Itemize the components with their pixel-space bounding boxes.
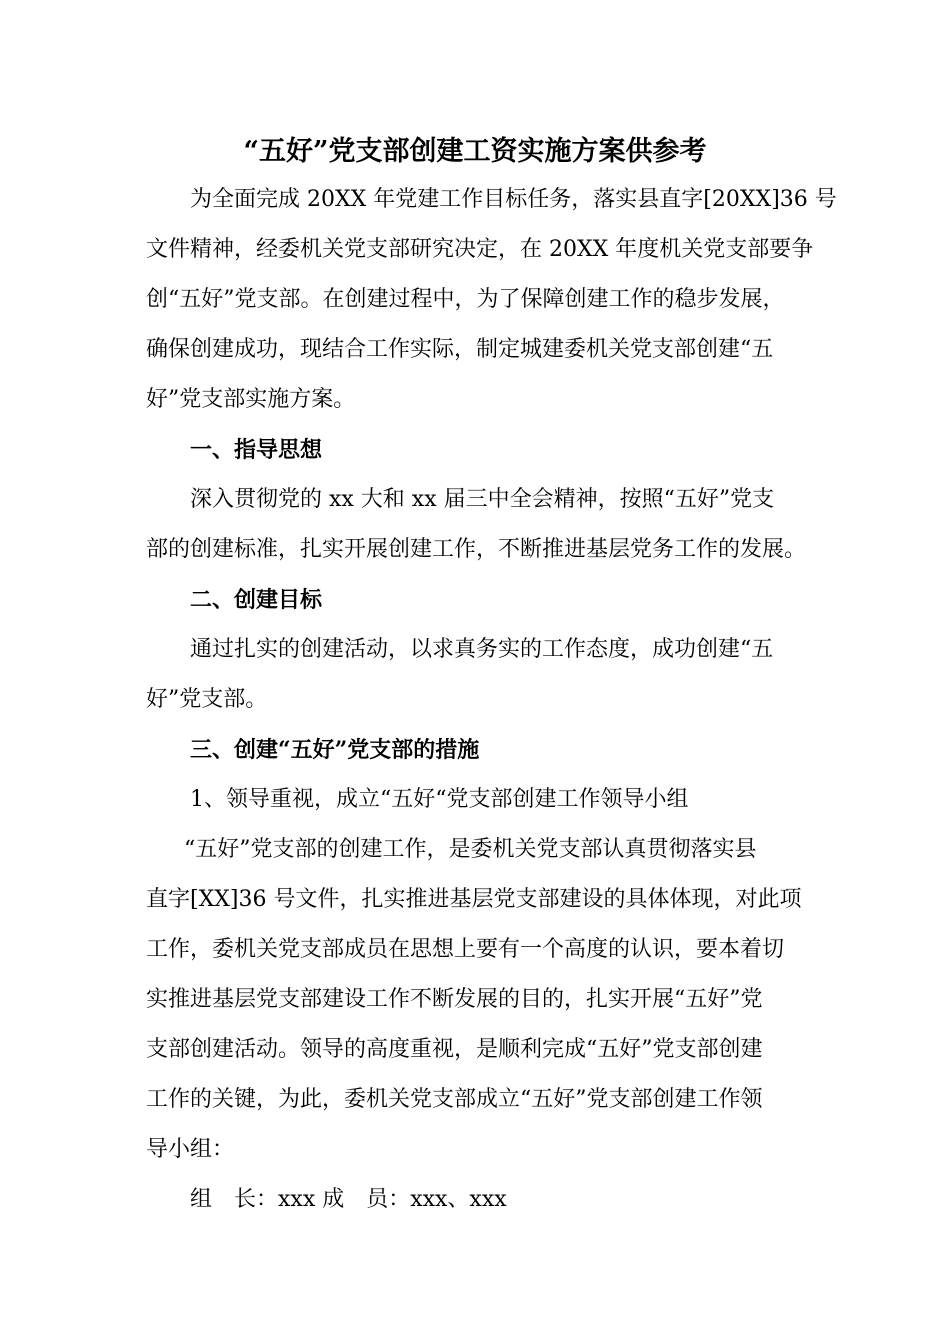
section-heading-measures: 三、创建“五好”党支部的措施 xyxy=(190,737,480,763)
section1-line-1: 深入贯彻党的 xx 大和 xx 届三中全会精神，按照“五好”党支 xyxy=(190,487,775,512)
section2-line-2: 好”党支部。 xyxy=(146,687,268,712)
leadership-group-members: 组 长：xxx 成 员：xxx、xxx xyxy=(190,1187,507,1212)
section3-line-7: 导小组： xyxy=(146,1137,235,1162)
intro-line-3: 创“五好”党支部。在创建过程中，为了保障创建工作的稳步发展， xyxy=(146,287,785,312)
section3-line-4: 实推进基层党支部建设工作不断发展的目的，扎实开展“五好”党 xyxy=(146,987,763,1012)
section1-line-2: 部的创建标准，扎实开展创建工作，不断推进基层党务工作的发展。 xyxy=(146,537,807,562)
intro-line-2: 文件精神，经委机关党支部研究决定，在 20XX 年度机关党支部要争 xyxy=(146,237,814,262)
section-heading-guiding-thought: 一、指导思想 xyxy=(190,437,323,463)
section3-line-5: 支部创建活动。领导的高度重视，是顺利完成“五好”党支部创建 xyxy=(146,1037,763,1062)
section3-line-6: 工作的关键，为此，委机关党支部成立“五好”党支部创建工作领 xyxy=(146,1087,763,1112)
intro-line-5: 好”党支部实施方案。 xyxy=(146,387,356,412)
measure-item-1: 1、领导重视，成立“五好“党支部创建工作领导小组 xyxy=(190,787,689,812)
document-title: “五好”党支部创建工资实施方案供参考 xyxy=(243,136,707,167)
section3-line-3: 工作，委机关党支部成员在思想上要有一个高度的认识，要本着切 xyxy=(146,937,785,962)
intro-line-4: 确保创建成功，现结合工作实际，制定城建委机关党支部创建“五 xyxy=(146,337,774,362)
intro-line-1: 为全面完成 20XX 年党建工作目标任务，落实县直字[20XX]36 号 xyxy=(190,187,837,212)
section2-line-1: 通过扎实的创建活动，以求真务实的工作态度，成功创建“五 xyxy=(190,637,774,662)
section3-line-1: “五好”党支部的创建工作，是委机关党支部认真贯彻落实县 xyxy=(184,837,757,862)
section-heading-goals: 二、创建目标 xyxy=(190,587,323,613)
section3-line-2: 直字[XX]36 号文件，扎实推进基层党支部建设的具体体现，对此项 xyxy=(146,887,802,912)
